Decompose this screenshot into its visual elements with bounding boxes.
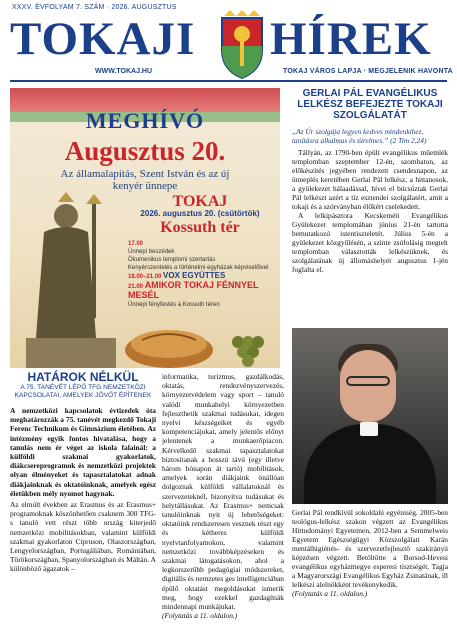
masthead-divider: [10, 80, 447, 82]
program-item: 21.00 AMIKOR TOKAJ FÉNNYEL MESÉL: [128, 280, 259, 300]
glasses-icon: [346, 376, 390, 386]
hatarok-article: [10, 370, 156, 574]
article-body: Tállyán, az 1790-ben épült evangélikus műemlék templomban szeptember 12-én, szombaton, az előkészítés jegyében rendezett csendesnapon, az ünneplés keretében Gerlai Pál lelkész, a hittanosok, a gyülekezet hálaadással, hívei el búcsúztak Gerlai Pál lelkészt azért a tíz esztendei szolgálatért, amit a tokaji és a szórványban élőkért cselekedett. A lelkipásztora Kecskeméti Evangélikus Gyülekezet templomában június 21-én tartotta bemutatkozó istentiszteletét. Július 5-én a gyülekezet közgyűlésén, a szinte zsúfolásig megtelt templomban választották lelkészüknek, és szolgálatának új állomáshelyét augusztus 1-jén foglalta el.: [292, 148, 448, 274]
article-subtitle: A 75. TANÉVÉT LÉPŐ TFG NEMZETKÖZI KAPCSOLATAI, AMELYEK JÖVŐT ÉPÍTENEK: [14, 384, 152, 399]
poster-where: Kossuth tér: [160, 219, 240, 236]
article-body: Az elmúlt években az Erasmus és az Erasmus+ programoknak köszönhetően csaknem 300 TFG-s tanuló vett részt több ország kiterjedő nemzetközi mobilitásokban, valamint külföldi szakmai gyakorlaton Cipruson, Olaszországban, Lengyelországban, Portugáliában, Romániában, Törökországban, Spanyolországban és Máltán. A különböző ágazatok –: [10, 500, 156, 574]
program-item: Ökumenikus templomi szertartás: [128, 257, 216, 263]
website-link[interactable]: WWW.TOKAJ.HU: [95, 68, 153, 75]
continued-note: (Folytatás a 11. oldalon.): [292, 589, 368, 598]
gerlai-article: [292, 88, 448, 274]
bread-icon: [122, 320, 217, 368]
brand-title-left: TOKAJI: [10, 13, 196, 65]
photo-caption: Gerlai Pál rendkívül sokoldalú egyéniség. 2005-ben teológus-lelkész szakon végzett az Evangélikus Hittudományi Egyetemen, 2012-ben a Semmelweis Egyetem Egészségügyi Közszolgálati Karán mentálhigiénés- és szervezetfejlesztő szakirányú képzésen végzett. Betöltötte a Borsod-Hevesi evangélikus egyházmegye esperesi tisztségét. Tagja a Magyarországi Evangélikus Egyház Zsinatának, ill lelkészi alelnökként tevékenykedik. (Folytatás a 11. oldalon.): [292, 508, 448, 598]
grapes-icon: [220, 328, 280, 368]
article-title: GERLAI PÁL EVANGÉLIKUS LELKÉSZ BEFEJEZTE TOKAJI SZOLGÁLATÁT: [297, 88, 443, 121]
city-crest-icon: [216, 10, 268, 80]
tagline: TOKAJ VÁROS LAPJA · MEGJELENIK HAVONTA: [283, 68, 453, 75]
article-title: HATÁROK NÉLKÜL: [27, 370, 139, 384]
poster-when: 2026. augusztus 20. (csütörtök): [140, 209, 260, 218]
article-lead: A nemzetközi kapcsolatok évtizedek óta meghatározzák a 75. tanévét megkezdő Tokaji Ferenc Technikum és Gimnázium életében. Az intézmény egyik fontos hivatalása, hogy a tanulás nem ér véget az iskola falainál: a külföldi szakmai gyakorlatok, diákcsereprogramok és nemzetközi projektek olyan élményeket és tapasztalatokat adnak diákjainknak és oktatóinknak, amelyek egész életükben mély nyomot hagynak.: [10, 406, 156, 498]
hatarok-article-col2: informatika, turizmus, gazdálkodás, oktatás, rendezvényszervezés, környezetvédelem vagy sport – tanuló valódi munkahelyi környezetben fejleszthetik szakmai tudásukat, idegen nyelvi készségeiket és egyéb kompetenciájukat, amely jelentős előnyt jelentenek a munkaerőpiacon. Kérvelkedő szakmai tapasztalatokat biztosítanak a hosszú távú (egy illetve három hónapon át tartó) mobilitások, amelyek során diákjaink önállóan dolgoznak külföldi vállalatoknál és szervezeteknél, bizonyítva tudásukat és helytállásukat. Az Erasmus+ nemcsak tanulóinknak nyit új lehetőségeket: oktatóink rendszeresen vesznek részt egy és kétheres külföldi nyelvtanfolyamokon, valamint nemzetközi továbbképzéseken és szakmai látogatásokon, ahol a legkorszerűbb pedagógiai módszereket, digitális és nemzetes ges intelligenciában épülő oktatást megoldásokat ismerik meg, hogy ezekkel gazdagítsák mindennapi munkájukat. (Folytatás a 11. oldalon.): [162, 372, 284, 621]
pastor-photo: [292, 328, 448, 504]
saint-stephen-statue-icon: [22, 188, 122, 368]
brand-title-right: HÍREK: [270, 13, 432, 65]
continued-note: (Folytatás a 11. oldalon.): [162, 611, 238, 621]
poster-subtitle: Az államalapítás, Szent István és az új kenyér ünnepe: [60, 168, 230, 192]
program-item: Kenyérszentelés a történelmi egyházak képviselőivel: [128, 265, 269, 271]
poster-date: Augusztus 20.: [64, 136, 226, 166]
masthead: [0, 0, 457, 84]
poster-title: MEGHÍVÓ: [85, 108, 205, 133]
poster-program: [128, 240, 278, 309]
issue-line: XXXV. ÉVFOLYAM 7. SZÁM · 2026. AUGUSZTUS: [12, 4, 177, 11]
program-item: Ünnepi fényfestés a Kossuth téren: [128, 302, 220, 308]
program-item: 17.00 Ünnepi beszédek: [128, 241, 175, 255]
article-quote: „Az Úr szolgája legyen kedves mindenkihez, tanításra alkalmas és türelmes.” (2 Tim 2,24): [292, 127, 427, 145]
program-item: 18.00–21.00 VOX EGYÜTTES: [128, 271, 226, 280]
invitation-poster: [10, 88, 280, 368]
poster-city: TOKAJ: [172, 193, 228, 210]
